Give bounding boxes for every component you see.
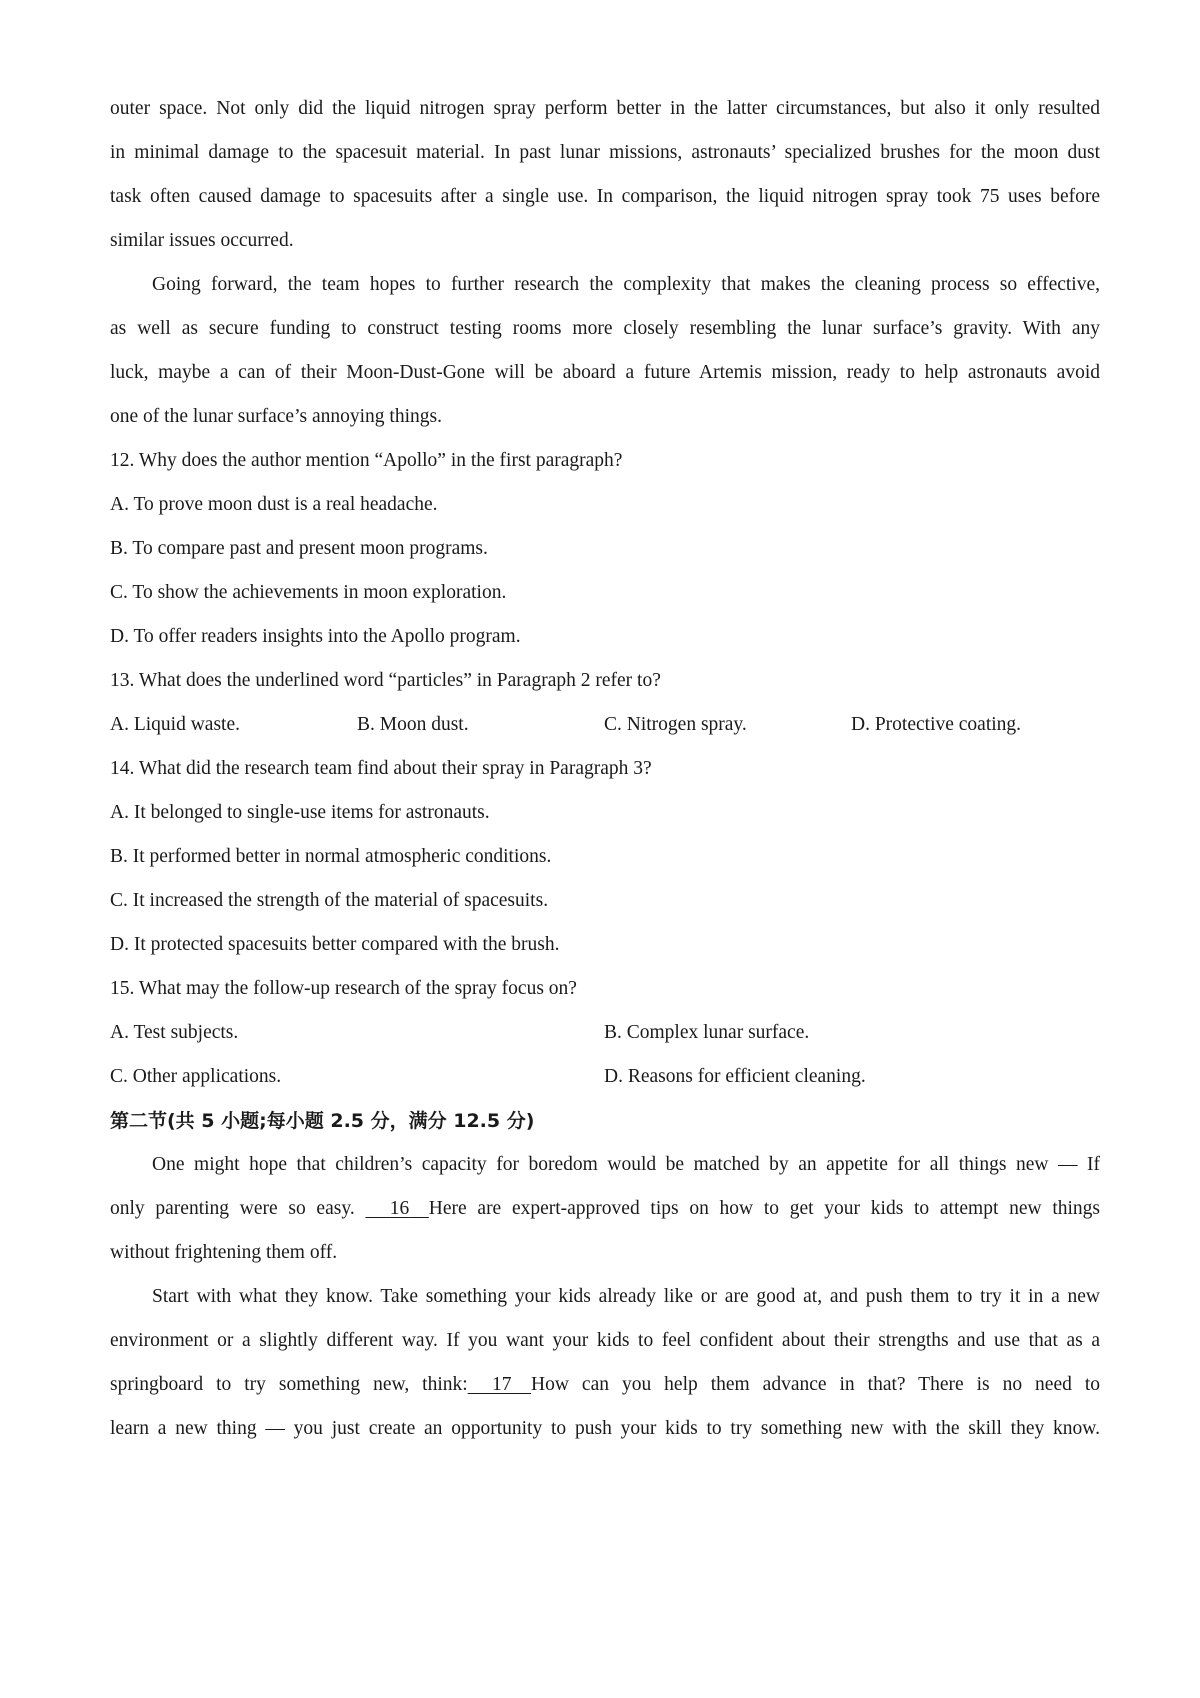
passage-text: Here are expert-approved tips on how to get your kids to attempt new things (428, 1198, 1100, 1219)
question-option: B. To compare past and present moon programs. (110, 538, 488, 559)
question-option: C. It increased the strength of the material of spacesuits. (110, 890, 549, 911)
passage-line: in minimal damage to the spacesuit material. In past lunar missions, astronauts’ specialized brushes for the moon dust (110, 142, 1100, 163)
passage-text: springboard to try something new, think: (110, 1374, 468, 1395)
passage-line: Going forward, the team hopes to further research the complexity that makes the cleaning process so effective, (152, 274, 1100, 295)
passage-line: similar issues occurred. (110, 230, 294, 251)
passage-line: learn a new thing — you just create an opportunity to push your kids to try something new with the skill they know. (110, 1418, 1100, 1439)
question-option: A. It belonged to single-use items for astronauts. (110, 802, 490, 823)
passage-line: one of the lunar surface’s annoying things. (110, 406, 442, 427)
question-stem: 15. What may the follow-up research of the spray focus on? (110, 978, 577, 999)
question-option: C. Other applications. (110, 1066, 282, 1087)
question-option: C. Nitrogen spray. (604, 714, 747, 735)
blank-16: 16 (389, 1198, 410, 1219)
passage-line (110, 1373, 1100, 1397)
question-stem: 12. Why does the author mention “Apollo” in the first paragraph? (110, 450, 623, 471)
question-option: B. Complex lunar surface. (604, 1022, 810, 1043)
passage-line: One might hope that children’s capacity for boredom would be matched by an appetite for all things new — If (152, 1154, 1100, 1175)
question-option: A. Liquid waste. (110, 714, 240, 735)
question-option: B. It performed better in normal atmospheric conditions. (110, 846, 552, 867)
passage-line (110, 1197, 1100, 1221)
question-stem: 13. What does the underlined word “particles” in Paragraph 2 refer to? (110, 670, 661, 691)
passage-line: without frightening them off. (110, 1242, 338, 1263)
question-option: A. Test subjects. (110, 1022, 239, 1043)
passage-line: outer space. Not only did the liquid nitrogen spray perform better in the latter circumstances, but also it only resulted (110, 98, 1100, 119)
question-option: D. Protective coating. (851, 714, 1022, 735)
passage-line: Start with what they know. Take something your kids already like or are good at, and push them to try it in a new (152, 1286, 1100, 1307)
passage-text: only parenting were so easy. (110, 1198, 366, 1219)
blank-17: 17 (492, 1374, 512, 1395)
passage-line: as well as secure funding to construct testing rooms more closely resembling the lunar surface’s gravity. With any (110, 318, 1100, 339)
question-stem: 14. What did the research team find about their spray in Paragraph 3? (110, 758, 652, 779)
question-option: D. To offer readers insights into the Apollo program. (110, 626, 521, 647)
section-heading: 第二节(共 5 小题;每小题 2.5 分，满分 12.5 分) (110, 1110, 535, 1132)
passage-line: luck, maybe a can of their Moon-Dust-Gone will be aboard a future Artemis mission, ready to help astronauts avoid (110, 362, 1100, 383)
question-option: D. Reasons for efficient cleaning. (604, 1066, 866, 1087)
question-option: A. To prove moon dust is a real headache. (110, 494, 438, 515)
passage-line: task often caused damage to spacesuits after a single use. In comparison, the liquid nitrogen spray took 75 uses before (110, 186, 1100, 207)
question-option: D. It protected spacesuits better compared with the brush. (110, 934, 560, 955)
passage-line: environment or a slightly different way. If you want your kids to feel confident about their strengths and use that as a (110, 1330, 1100, 1351)
question-option: B. Moon dust. (357, 714, 469, 735)
question-option: C. To show the achievements in moon exploration. (110, 582, 507, 603)
passage-text: How can you help them advance in that? There is no need to (531, 1374, 1100, 1395)
